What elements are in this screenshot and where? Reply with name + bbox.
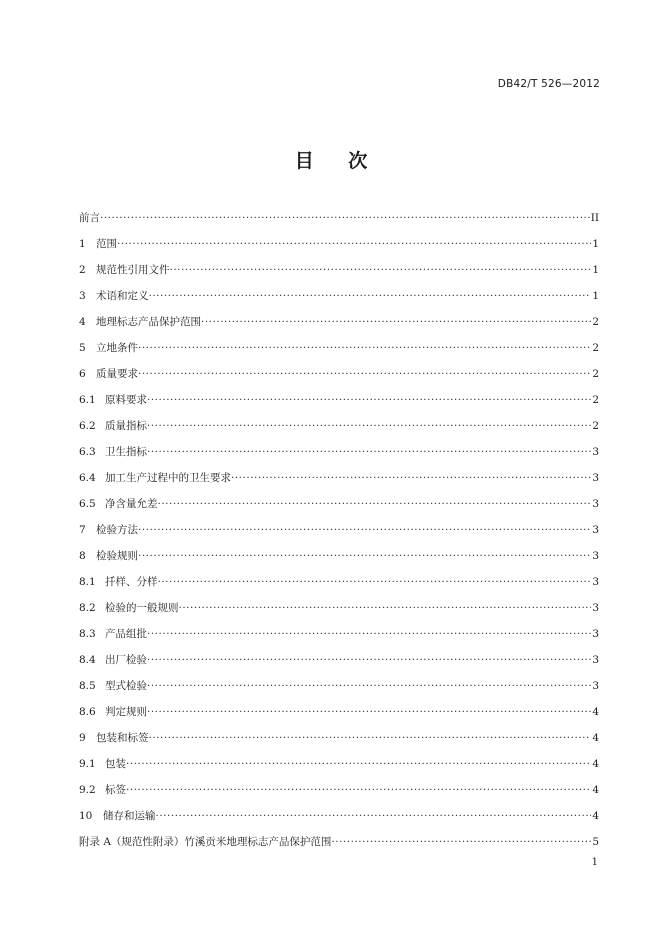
toc-entry[interactable]: [79, 625, 599, 651]
toc-entry-number: 2: [79, 264, 86, 276]
toc-entry-label: 检验方法: [96, 524, 138, 536]
toc-entry[interactable]: [79, 261, 599, 287]
toc-leader-dots: [156, 807, 592, 825]
toc-leader-dots: [231, 469, 591, 487]
toc-leader-dots: [147, 703, 591, 721]
toc-entry-label: 立地条件: [96, 342, 138, 354]
toc-entry-label: 范围: [96, 238, 117, 250]
toc-leader-dots: [201, 313, 591, 331]
toc-entry-number: 8.1: [79, 576, 96, 588]
toc-leader-dots: [179, 599, 592, 617]
toc-leader-dots: [126, 781, 591, 799]
toc-entry-label: 术语和定义: [96, 290, 149, 302]
page-title: 目 次: [294, 150, 382, 172]
toc-entry-number: 8: [79, 550, 86, 562]
toc-entry[interactable]: [79, 287, 599, 313]
toc-entry-page: 3: [592, 524, 599, 536]
toc-leader-dots: [331, 833, 591, 851]
toc-entry[interactable]: [79, 495, 599, 521]
toc-entry-page: 2: [592, 368, 599, 380]
toc-entry-label: 包装: [105, 758, 126, 770]
toc-entry-label: 前言: [79, 212, 100, 224]
toc-entry-number: 6.3: [79, 446, 96, 458]
toc-entry-page: 3: [592, 550, 599, 562]
toc-entry[interactable]: [79, 833, 599, 859]
toc-leader-dots: [149, 729, 592, 747]
toc-entry-page: 3: [592, 498, 599, 510]
toc-entry-page: 3: [592, 680, 599, 692]
toc-entry-label: 附录 A（规范性附录）竹溪贡米地理标志产品保护范围: [79, 836, 332, 848]
toc-entry[interactable]: [79, 755, 599, 781]
toc-leader-dots: [147, 391, 591, 409]
toc-leader-dots: [158, 573, 592, 591]
toc-leader-dots: [170, 261, 592, 279]
toc-entry-label: 判定规则: [105, 706, 147, 718]
toc-entry-number: 6.4: [79, 472, 96, 484]
toc-leader-dots: [138, 521, 591, 539]
toc-entry[interactable]: [79, 443, 599, 469]
toc-entry-label: 检验的一般规则: [105, 602, 179, 614]
toc-entry-page: 4: [592, 810, 599, 822]
toc-entry-number: 1: [79, 238, 86, 250]
toc-leader-dots: [158, 495, 592, 513]
toc-entry-number: 7: [79, 524, 86, 536]
toc-leader-dots: [147, 443, 591, 461]
toc-entry[interactable]: [79, 573, 599, 599]
toc-entry-page: 2: [592, 420, 599, 432]
toc-entry[interactable]: [79, 365, 599, 391]
toc-entry-number: 3: [79, 290, 86, 302]
toc-entry[interactable]: [79, 703, 599, 729]
toc-leader-dots: [149, 287, 592, 305]
toc-entry-label: 产品组批: [105, 628, 147, 640]
toc-entry-number: 6.5: [79, 498, 96, 510]
toc-leader-dots: [117, 235, 591, 253]
toc-entry-page: 4: [592, 758, 599, 770]
toc-entry-label: 净含量允差: [105, 498, 158, 510]
toc-entry-page: 2: [592, 316, 599, 328]
toc-entry[interactable]: [79, 313, 599, 339]
page-number: 1: [591, 857, 598, 868]
toc-entry-label: 检验规则: [96, 550, 138, 562]
toc-entry-page: 5: [592, 836, 599, 848]
toc-entry-label: 质量指标: [105, 420, 147, 432]
toc-entry-page: 4: [592, 732, 599, 744]
toc-entry-number: 8.2: [79, 602, 96, 614]
toc-entry-label: 包装和标签: [96, 732, 149, 744]
toc-leader-dots: [100, 209, 590, 227]
toc-entry-number: 8.6: [79, 706, 96, 718]
toc-entry-page: 2: [592, 394, 599, 406]
toc-leader-dots: [147, 651, 591, 669]
toc-entry[interactable]: [79, 417, 599, 443]
toc-entry-label: 标签: [105, 784, 126, 796]
toc-entry-page: 3: [592, 628, 599, 640]
toc-entry[interactable]: [79, 235, 599, 261]
toc-entry-label: 加工生产过程中的卫生要求: [105, 472, 231, 484]
toc-entry[interactable]: [79, 729, 599, 755]
toc-entry[interactable]: [79, 391, 599, 417]
toc-entry-page: 2: [592, 342, 599, 354]
toc-entry-number: 6: [79, 368, 86, 380]
toc-entry[interactable]: [79, 521, 599, 547]
toc-entry-number: 8.5: [79, 680, 96, 692]
toc-entry-number: 8.4: [79, 654, 96, 666]
table-of-contents: [79, 209, 599, 859]
toc-entry[interactable]: [79, 599, 599, 625]
toc-entry-label: 地理标志产品保护范围: [96, 316, 201, 328]
toc-entry[interactable]: [79, 547, 599, 573]
toc-entry-page: 3: [592, 576, 599, 588]
toc-entry-label: 原料要求: [105, 394, 147, 406]
toc-leader-dots: [138, 365, 591, 383]
toc-entry[interactable]: [79, 677, 599, 703]
toc-leader-dots: [138, 547, 591, 565]
toc-entry-number: 8.3: [79, 628, 96, 640]
toc-entry-label: 扦样、分样: [105, 576, 158, 588]
toc-entry-page: 4: [592, 706, 599, 718]
toc-entry-label: 出厂检验: [105, 654, 147, 666]
toc-leader-dots: [147, 677, 591, 695]
toc-entry-page: 1: [592, 238, 599, 250]
toc-entry-number: 9: [79, 732, 86, 744]
toc-entry-label: 卫生指标: [105, 446, 147, 458]
toc-entry-label: 质量要求: [96, 368, 138, 380]
toc-entry-page: 3: [592, 602, 599, 614]
toc-entry[interactable]: [79, 469, 599, 495]
toc-entry-page: 4: [592, 784, 599, 796]
toc-entry-number: 5: [79, 342, 86, 354]
toc-leader-dots: [147, 625, 591, 643]
toc-entry-number: 10: [79, 810, 93, 822]
toc-entry-page: 3: [592, 472, 599, 484]
toc-entry-number: 4: [79, 316, 86, 328]
toc-entry-page: 3: [592, 654, 599, 666]
toc-entry-number: 6.2: [79, 420, 96, 432]
toc-entry-page: 1: [592, 290, 599, 302]
toc-entry-label: 储存和运输: [103, 810, 156, 822]
toc-entry-number: 9.1: [79, 758, 96, 770]
toc-entry-number: 6.1: [79, 394, 96, 406]
toc-entry[interactable]: [79, 209, 599, 235]
toc-leader-dots: [126, 755, 591, 773]
toc-entry-number: 9.2: [79, 784, 96, 796]
toc-entry[interactable]: [79, 339, 599, 365]
toc-entry-page: II: [590, 212, 599, 224]
document-code: DB42/T 526—2012: [497, 78, 600, 90]
toc-entry[interactable]: [79, 781, 599, 807]
toc-leader-dots: [147, 417, 591, 435]
toc-entry-label: 型式检验: [105, 680, 147, 692]
toc-leader-dots: [138, 339, 591, 357]
toc-entry-page: 1: [592, 264, 599, 276]
toc-entry[interactable]: [79, 807, 599, 833]
toc-entry[interactable]: [79, 651, 599, 677]
toc-entry-label: 规范性引用文件: [96, 264, 170, 276]
toc-entry-page: 3: [592, 446, 599, 458]
